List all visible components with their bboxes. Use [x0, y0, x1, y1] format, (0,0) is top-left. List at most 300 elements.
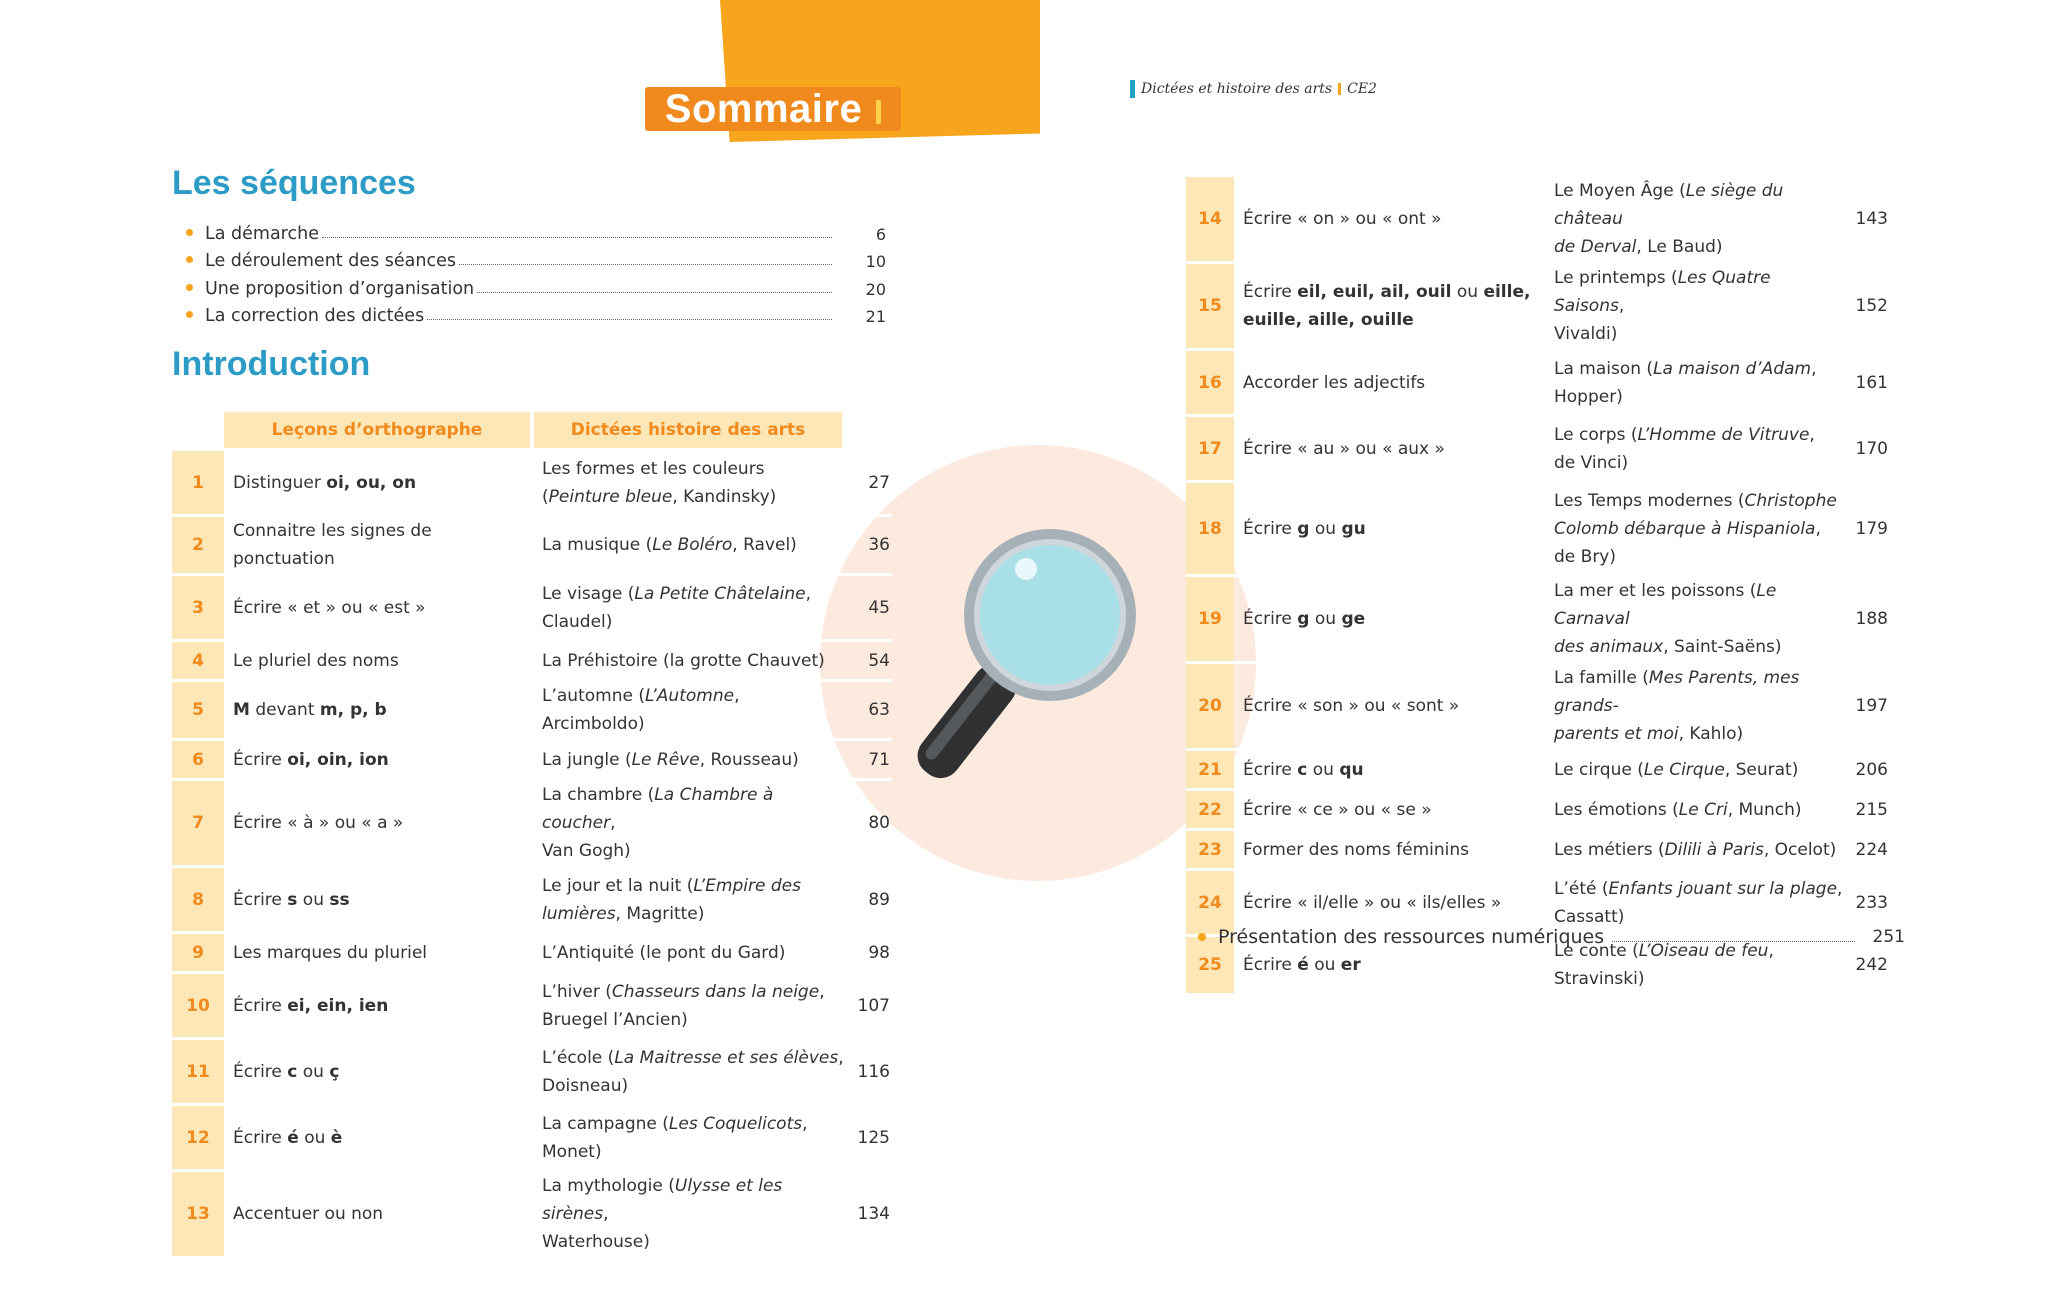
text-run: Monet) [542, 1141, 602, 1162]
text-run: Le visage ( [542, 583, 635, 604]
resources-label: Présentation des ressources numériques [1218, 926, 1605, 948]
text-run: Les Temps modernes ( [1554, 490, 1745, 511]
text-run: Claudel) [542, 611, 613, 632]
lesson-title [224, 1169, 534, 1256]
header-spacer [172, 412, 224, 448]
page-number: 36 [846, 514, 892, 573]
text-run: , [1618, 296, 1625, 316]
title-run: Le Cirque [1643, 759, 1725, 780]
title-run: Dilili à Paris [1664, 839, 1764, 860]
page-number: 125 [846, 1103, 892, 1169]
lessons-table-body [172, 448, 892, 1256]
art-dictation [534, 778, 846, 865]
lesson-number: 16 [1186, 348, 1234, 414]
text-run: Le Moyen Âge ( [1554, 181, 1686, 201]
lesson-number: 18 [1186, 480, 1234, 574]
bold-run: oi, oin, ion [287, 749, 389, 770]
sequence-label: Le déroulement des séances [205, 251, 456, 271]
magnifying-glass-icon [900, 505, 1160, 815]
lesson-title [224, 679, 534, 738]
bold-run: gu [1341, 518, 1366, 539]
bold-run: eille, [1483, 282, 1531, 302]
art-dictation [1546, 574, 1844, 661]
text-run: Accorder les adjectifs [1243, 372, 1426, 393]
lesson-number: 23 [1186, 828, 1234, 868]
table-row[interactable] [172, 865, 892, 931]
bullet-dot-icon [186, 311, 193, 318]
lesson-title [1234, 261, 1546, 348]
bold-run: ei, ein, ien [287, 995, 389, 1016]
title-run: lumières [542, 903, 616, 924]
table-row[interactable] [1186, 661, 1890, 748]
title-run: de Derval [1554, 237, 1637, 257]
text-run: , Magritte) [615, 903, 705, 924]
text-run: Distinguer [233, 472, 327, 493]
table-row[interactable] [172, 573, 892, 639]
lesson-title [224, 573, 534, 639]
table-row[interactable] [1186, 574, 1890, 661]
lesson-title [1234, 574, 1546, 661]
text-run: Écrire « ce » ou « se » [1243, 799, 1432, 820]
text-run: , Ocelot) [1763, 839, 1837, 860]
text-run: Les émotions ( [1554, 799, 1679, 820]
table-row[interactable] [172, 738, 892, 778]
text-run: , [610, 813, 616, 833]
text-run: Écrire [1243, 518, 1298, 539]
text-run: Cassatt) [1554, 906, 1625, 927]
page-number: 63 [846, 679, 892, 738]
table-row[interactable] [172, 1103, 892, 1169]
lessons-table-right [1186, 174, 1890, 993]
text-run: , Arcimboldo) [542, 686, 740, 734]
bold-run: qu [1339, 759, 1364, 780]
text-run: devant [249, 700, 320, 720]
page-title-box [645, 87, 901, 131]
page-number: 80 [846, 778, 892, 865]
text-run: Les marques du pluriel [233, 942, 427, 963]
text-run: Écrire « son » ou « sont » [1243, 696, 1460, 716]
art-dictation [534, 738, 846, 778]
title-run: La Maitresse et ses élèves [614, 1047, 839, 1068]
text-run: L’automne ( [542, 686, 645, 706]
art-dictation [534, 639, 846, 679]
title-run: L’Empire des [693, 875, 801, 896]
sequence-label: Une proposition d’organisation [205, 278, 475, 299]
introduction-title: Introduction [172, 345, 371, 383]
text-run: Les formes et les couleurs [542, 458, 765, 479]
page-number: 233 [1844, 868, 1890, 934]
text-run: ou [1307, 759, 1340, 780]
lesson-title [224, 778, 534, 865]
dotted-leader [322, 237, 832, 238]
sequence-label: La correction des dictées [205, 306, 425, 326]
bold-run: c [1297, 759, 1308, 780]
text-run: Le corps ( [1554, 424, 1638, 445]
page-number: 179 [1844, 480, 1890, 574]
art-dictation [1546, 480, 1844, 574]
text-run: Écrire [233, 995, 288, 1016]
header-spacer [846, 412, 892, 448]
lesson-title [224, 514, 534, 573]
text-run: ou [297, 1061, 330, 1082]
text-run: , [802, 1113, 808, 1134]
text-run: La campagne ( [542, 1113, 669, 1134]
lessons-table-left [172, 412, 892, 1256]
text-run: Le pluriel des noms [233, 650, 399, 671]
running-head-book: Dictées et histoire des arts [1141, 81, 1333, 97]
title-run: L’Automne [644, 686, 735, 706]
bold-run: é [287, 1127, 299, 1148]
lesson-number: 25 [1186, 934, 1234, 993]
text-run: Le jour et la nuit ( [542, 875, 694, 896]
page-number: 27 [846, 448, 892, 514]
art-dictation [1546, 828, 1844, 868]
table-row[interactable] [1186, 414, 1890, 480]
text-run: , [1809, 424, 1815, 445]
text-run: ou [1308, 955, 1341, 975]
title-run: Le Cri [1678, 799, 1728, 820]
page-number: 152 [1844, 261, 1890, 348]
lessons-table-body [1186, 174, 1890, 993]
text-run: Écrire [233, 1061, 288, 1082]
text-run: , [1837, 878, 1843, 899]
text-run: Écrire [233, 889, 288, 910]
text-run: Écrire [1243, 282, 1298, 302]
sequences-title: Les séquences [172, 164, 416, 202]
lesson-number: 4 [172, 639, 224, 679]
lesson-title [1234, 174, 1546, 261]
sequence-page: 10 [865, 252, 886, 271]
text-run: , [819, 981, 825, 1002]
lesson-title [1234, 661, 1546, 748]
table-row[interactable] [1186, 480, 1890, 574]
lesson-number: 6 [172, 738, 224, 778]
title-run: Le siège du château [1554, 181, 1784, 229]
text-run: La mer et les poissons ( [1554, 581, 1757, 601]
lesson-title [1234, 748, 1546, 788]
text-run: Van Gogh) [542, 841, 631, 861]
table-row[interactable] [172, 448, 892, 514]
lesson-number: 3 [172, 573, 224, 639]
text-run: , [805, 583, 812, 604]
text-run: ou [1451, 282, 1484, 302]
text-run: L’été ( [1554, 878, 1609, 899]
page-number: 224 [1844, 828, 1890, 868]
title-run: Ulysse et les sirènes [542, 1176, 783, 1224]
text-run: L’hiver ( [542, 981, 612, 1002]
lesson-number: 13 [172, 1169, 224, 1256]
table-row[interactable] [172, 778, 892, 865]
bold-run: ge [1341, 609, 1366, 629]
title-run: Chasseurs dans la neige [611, 981, 820, 1002]
bold-run: oi, ou, on [326, 472, 417, 493]
title-run: La maison d’Adam [1653, 358, 1812, 379]
text-run: de Bry) [1554, 546, 1616, 567]
dotted-leader [459, 264, 832, 265]
page-number: 98 [846, 931, 892, 971]
sequence-page: 6 [875, 224, 886, 244]
page-number: 242 [1844, 934, 1890, 993]
title-run: Christophe [1744, 490, 1837, 511]
sequences-list [186, 216, 886, 326]
text-run: Le printemps ( [1554, 268, 1678, 288]
text-run: , [838, 1047, 844, 1068]
text-run: , [1811, 358, 1817, 379]
table-row[interactable] [172, 514, 892, 573]
page-number: 215 [1844, 788, 1890, 828]
table-row[interactable] [1186, 788, 1890, 828]
dotted-leader [477, 292, 832, 293]
title-run: parents et moi [1554, 724, 1679, 744]
title-run: L’Oiseau de feu [1638, 941, 1769, 961]
page-number: 161 [1844, 348, 1890, 414]
running-head-marker [1130, 80, 1135, 98]
title-accent-bar [876, 100, 881, 124]
lesson-title [224, 865, 534, 931]
bold-run: euille, aille, ouille [1243, 310, 1414, 330]
bold-run: è [330, 1127, 343, 1148]
bold-run: c [287, 1061, 298, 1082]
title-run: Colomb débarque à Hispaniola [1554, 518, 1816, 539]
text-run: L’Antiquité (le pont du Gard) [542, 942, 786, 963]
running-head-level: CE2 [1347, 81, 1377, 97]
table-row[interactable] [1186, 174, 1890, 261]
table-row[interactable] [172, 931, 892, 971]
page-number: 188 [1844, 574, 1890, 661]
title-run: des animaux [1554, 637, 1664, 657]
text-run: de Vinci) [1554, 452, 1629, 473]
lesson-title [224, 971, 534, 1037]
text-run: Écrire [1243, 759, 1298, 780]
text-run: Écrire [233, 1127, 288, 1148]
bullet-dot-icon [186, 229, 193, 236]
bullet-dot-icon [186, 284, 193, 291]
lesson-number: 19 [1186, 574, 1234, 661]
lesson-title [224, 639, 534, 679]
lesson-number: 10 [172, 971, 224, 1037]
table-row[interactable] [172, 639, 892, 679]
lesson-title [1234, 480, 1546, 574]
lesson-title [224, 931, 534, 971]
column-header-arts: Dictées histoire des arts [534, 412, 846, 448]
lesson-title [224, 448, 534, 514]
page-number: 206 [1844, 748, 1890, 788]
lesson-title [1234, 348, 1546, 414]
bold-run: er [1340, 955, 1361, 975]
lesson-title [1234, 828, 1546, 868]
text-run: Écrire [233, 749, 288, 770]
text-run: , Kahlo) [1678, 724, 1744, 744]
text-run: Hopper) [1554, 386, 1623, 407]
text-run: , Le Baud) [1636, 237, 1723, 257]
text-run: ou [297, 889, 330, 910]
running-head [1130, 80, 1377, 98]
lesson-number: 1 [172, 448, 224, 514]
art-dictation [1546, 174, 1844, 261]
text-run: La jungle ( [542, 749, 632, 770]
sequence-page: 20 [865, 279, 886, 299]
lesson-title [1234, 868, 1546, 934]
text-run: , Seurat) [1724, 759, 1799, 780]
title-run: Mes Parents, mes grands- [1554, 668, 1800, 716]
sequence-item[interactable] [186, 244, 886, 272]
sequence-page: 21 [865, 307, 886, 326]
text-run: Écrire [1243, 609, 1298, 629]
sequence-item[interactable] [186, 216, 886, 244]
lesson-number: 21 [1186, 748, 1234, 788]
text-run: La famille ( [1554, 668, 1649, 688]
resources-item[interactable] [1198, 926, 1905, 948]
title-run: Peinture bleue [548, 486, 673, 507]
art-dictation [534, 448, 846, 514]
art-dictation [534, 1169, 846, 1256]
running-head-separator [1338, 83, 1341, 95]
sequence-item[interactable] [186, 271, 886, 299]
text-run: Les métiers ( [1554, 839, 1665, 860]
text-run: Le conte ( [1554, 941, 1639, 961]
text-run: Écrire « et » ou « est » [233, 597, 426, 618]
page-number: 143 [1844, 174, 1890, 261]
title-run: Le Carnaval [1554, 581, 1777, 629]
text-run: La musique ( [542, 535, 653, 555]
text-run: Waterhouse) [542, 1232, 650, 1252]
lesson-number: 20 [1186, 661, 1234, 748]
text-run: La Préhistoire (la grotte Chauvet) [542, 650, 825, 671]
lesson-title [1234, 788, 1546, 828]
bold-run: é [1297, 955, 1309, 975]
bold-run: g [1297, 518, 1310, 539]
title-run: Les Quatre Saisons [1554, 268, 1771, 316]
sequence-label: La démarche [205, 223, 319, 244]
table-row[interactable] [1186, 868, 1890, 934]
art-dictation [1546, 868, 1844, 934]
art-dictation [1546, 748, 1844, 788]
text-run: Vivaldi) [1554, 324, 1618, 344]
bold-run: ç [329, 1061, 340, 1082]
sequence-item[interactable] [186, 299, 886, 327]
page-number: 71 [846, 738, 892, 778]
dotted-leader [1612, 941, 1855, 942]
bold-run: eil, euil, ail, ouil [1297, 282, 1452, 302]
art-dictation [534, 971, 846, 1037]
table-row[interactable] [1186, 748, 1890, 788]
lesson-number: 9 [172, 931, 224, 971]
text-run: Le cirque ( [1554, 759, 1644, 780]
title-run: Le Rêve [631, 749, 700, 770]
text-run: ou [1309, 518, 1342, 539]
text-run: Écrire « au » ou « aux » [1243, 438, 1445, 459]
art-dictation [1546, 788, 1844, 828]
text-run: Former des noms féminins [1243, 839, 1470, 860]
bold-run: ss [329, 889, 350, 910]
text-run: Écrire « à » ou « a » [233, 813, 404, 833]
text-run: , Munch) [1727, 799, 1802, 820]
text-run: Connaitre les signes de ponctuation [233, 521, 432, 569]
title-run: La Chambre à coucher [542, 785, 774, 833]
text-run: Écrire « il/elle » ou « ils/elles » [1243, 892, 1502, 913]
table-row[interactable] [172, 971, 892, 1037]
text-run: , Stravinski) [1554, 941, 1774, 989]
text-run: Écrire [1243, 955, 1298, 975]
table-row[interactable] [1186, 261, 1890, 348]
title-run: L’Homme de Vitruve [1637, 424, 1810, 445]
text-run: , Rousseau) [699, 749, 799, 770]
page-title: Sommaire [664, 86, 863, 131]
text-run: La chambre ( [542, 785, 655, 805]
lesson-title [224, 738, 534, 778]
bold-run: g [1297, 609, 1310, 629]
lesson-number: 22 [1186, 788, 1234, 828]
page-number: 116 [846, 1037, 892, 1103]
page-number: 54 [846, 639, 892, 679]
text-run: , [603, 1204, 609, 1224]
lesson-number: 17 [1186, 414, 1234, 480]
table-row[interactable] [172, 679, 892, 738]
dotted-leader [427, 319, 832, 320]
lesson-title [224, 1037, 534, 1103]
text-run: Bruegel l’Ancien) [542, 1009, 688, 1030]
art-dictation [534, 514, 846, 573]
page-number: 170 [1844, 414, 1890, 480]
text-run: , Saint-Saëns) [1663, 637, 1782, 657]
text-run: Doisneau) [542, 1075, 629, 1096]
text-run: L’école ( [542, 1047, 615, 1068]
art-dictation [1546, 661, 1844, 748]
text-run: ou [298, 1127, 331, 1148]
column-header-lessons: Leçons d’orthographe [224, 412, 534, 448]
page-number: 45 [846, 573, 892, 639]
text-run: Accentuer ou non [233, 1204, 384, 1224]
lesson-number: 8 [172, 865, 224, 931]
lesson-number: 14 [1186, 174, 1234, 261]
page-number: 107 [846, 971, 892, 1037]
art-dictation [1546, 261, 1844, 348]
title-run: Les Coquelicots [668, 1113, 803, 1134]
page-number: 89 [846, 865, 892, 931]
art-dictation [1546, 348, 1844, 414]
text-run: , [1815, 518, 1821, 539]
resources-page: 251 [1872, 927, 1905, 947]
table-row[interactable] [172, 1037, 892, 1103]
page-number: 134 [846, 1169, 892, 1256]
lesson-number: 12 [172, 1103, 224, 1169]
lesson-number: 5 [172, 679, 224, 738]
text-run: Écrire « on » ou « ont » [1243, 209, 1442, 229]
bullet-dot-icon [1198, 933, 1206, 941]
table-row[interactable] [1186, 348, 1890, 414]
lesson-number: 2 [172, 514, 224, 573]
title-run: La Petite Châtelaine [634, 583, 806, 604]
text-run: , Kandinsky) [672, 486, 777, 507]
title-run: Enfants jouant sur la plage [1608, 878, 1838, 899]
title-run: Le Boléro [652, 535, 733, 555]
art-dictation [1546, 414, 1844, 480]
bullet-dot-icon [186, 256, 193, 263]
art-dictation [534, 1103, 846, 1169]
table-row[interactable] [172, 1169, 892, 1256]
text-run: ou [1309, 609, 1342, 629]
lesson-title [1234, 414, 1546, 480]
art-dictation [534, 679, 846, 738]
text-run: , Ravel) [732, 535, 797, 555]
art-dictation [534, 573, 846, 639]
table-row[interactable] [1186, 828, 1890, 868]
text-run: ( [542, 486, 549, 507]
art-dictation [534, 865, 846, 931]
lesson-title [224, 1103, 534, 1169]
art-dictation [534, 1037, 846, 1103]
lesson-number: 11 [172, 1037, 224, 1103]
